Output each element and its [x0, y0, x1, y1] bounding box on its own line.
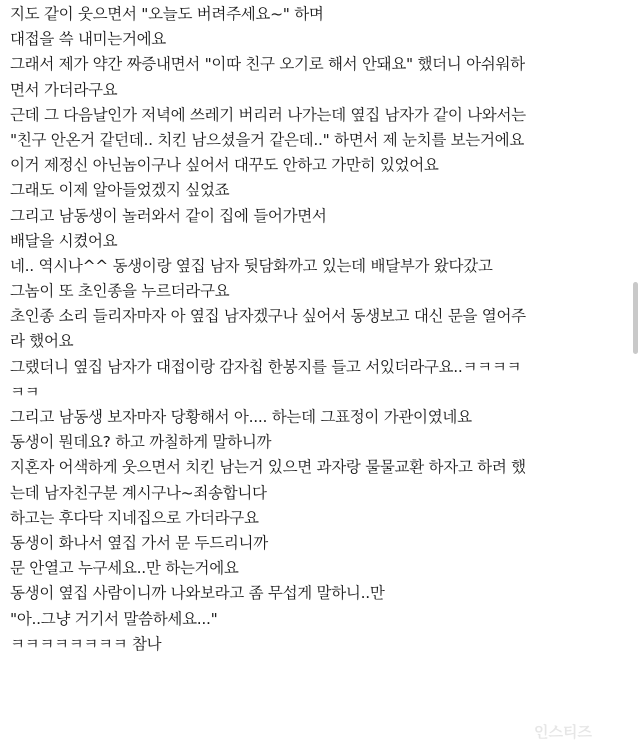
post-text-line: 그리고 남동생 보자마자 당황해서 아.... 하는데 그표정이 가관이였네요	[10, 408, 472, 426]
post-text-line: 동생이 옆집 사람이니까 나와보라고 좀 무섭게 말하니..만	[10, 584, 385, 603]
post-text-line: 동생이 뭔데요? 하고 까칠하게 말하니까	[10, 433, 272, 452]
watermark-text: 인스티즈	[534, 723, 592, 741]
watermark	[534, 718, 626, 744]
post-text-line: 그리고 남동생이 놀러와서 같이 집에 들어가면서	[10, 206, 327, 225]
post-text-line: 라 했어요	[10, 332, 74, 351]
post-text-line: 는데 남자친구분 계시구나~죄송합니다	[10, 483, 267, 502]
post-text-line: "아..그냥 거기서 말씀하세요..."	[10, 609, 218, 628]
post-text-line: 그놈이 또 초인종을 누르더라구요	[10, 282, 230, 301]
post-text-line: "친구 안온거 같던데.. 치킨 남으셨을거 같은데.." 하면서 제 눈치를 보는거에요	[10, 130, 525, 149]
watermark-logo-icon	[534, 718, 626, 744]
post-text-line: 대접을 쓱 내미는거에요	[10, 30, 166, 49]
post-text-line: 배달을 시켰어요	[10, 231, 118, 250]
post-text-line: 지도 같이 웃으면서 "오늘도 버려주세요~" 하며	[10, 5, 324, 23]
post-text-line: ㅋㅋㅋㅋㅋㅋㅋㅋ 참나	[10, 634, 162, 653]
post-text-line: 이거 제정신 아닌놈이구나 싶어서 대꾸도 안하고 가만히 있었어요	[10, 156, 439, 175]
post-text-line: 초인종 소리 들리자마자 아 옆집 남자겠구나 싶어서 동생보고 대신 문을 열어주	[10, 307, 526, 326]
post-text-line: 그래도 이제 알아들었겠지 싶었죠	[10, 181, 230, 200]
scrollbar-thumb[interactable]	[633, 282, 638, 354]
post-text-line: 네.. 역시나^^ 동생이랑 옆집 남자 뒷담화까고 있는데 배달부가 왔다갔고	[10, 256, 493, 275]
post-text-line: 면서 가더라구요	[10, 80, 118, 99]
post-text-line: 그랬더니 옆집 남자가 대접이랑 감자칩 한봉지를 들고 서있더라구요..ㅋㅋㅋㅋ	[10, 357, 522, 376]
post-text-line: 동생이 화나서 옆집 가서 문 두드리니까	[10, 533, 268, 552]
post-text-line: ㅋㅋ	[10, 382, 40, 401]
post-text-line: 문 안열고 누구세요..만 하는거에요	[10, 559, 239, 578]
post-text-line: 지혼자 어색하게 웃으면서 치킨 남는거 있으면 과자랑 물물교환 하자고 하려 했	[10, 458, 526, 477]
post-body-text	[10, 2, 622, 657]
post-text-line: 그래서 제가 약간 짜증내면서 "이따 친구 오기로 해서 안돼요" 했더니 아쉬워하	[10, 55, 525, 74]
post-text-line: 하고는 후다닥 지네집으로 가더라구요	[10, 508, 259, 527]
post-text-line: 근데 그 다음날인가 저녁에 쓰레기 버리러 나가는데 옆집 남자가 같이 나와서는	[10, 105, 526, 124]
